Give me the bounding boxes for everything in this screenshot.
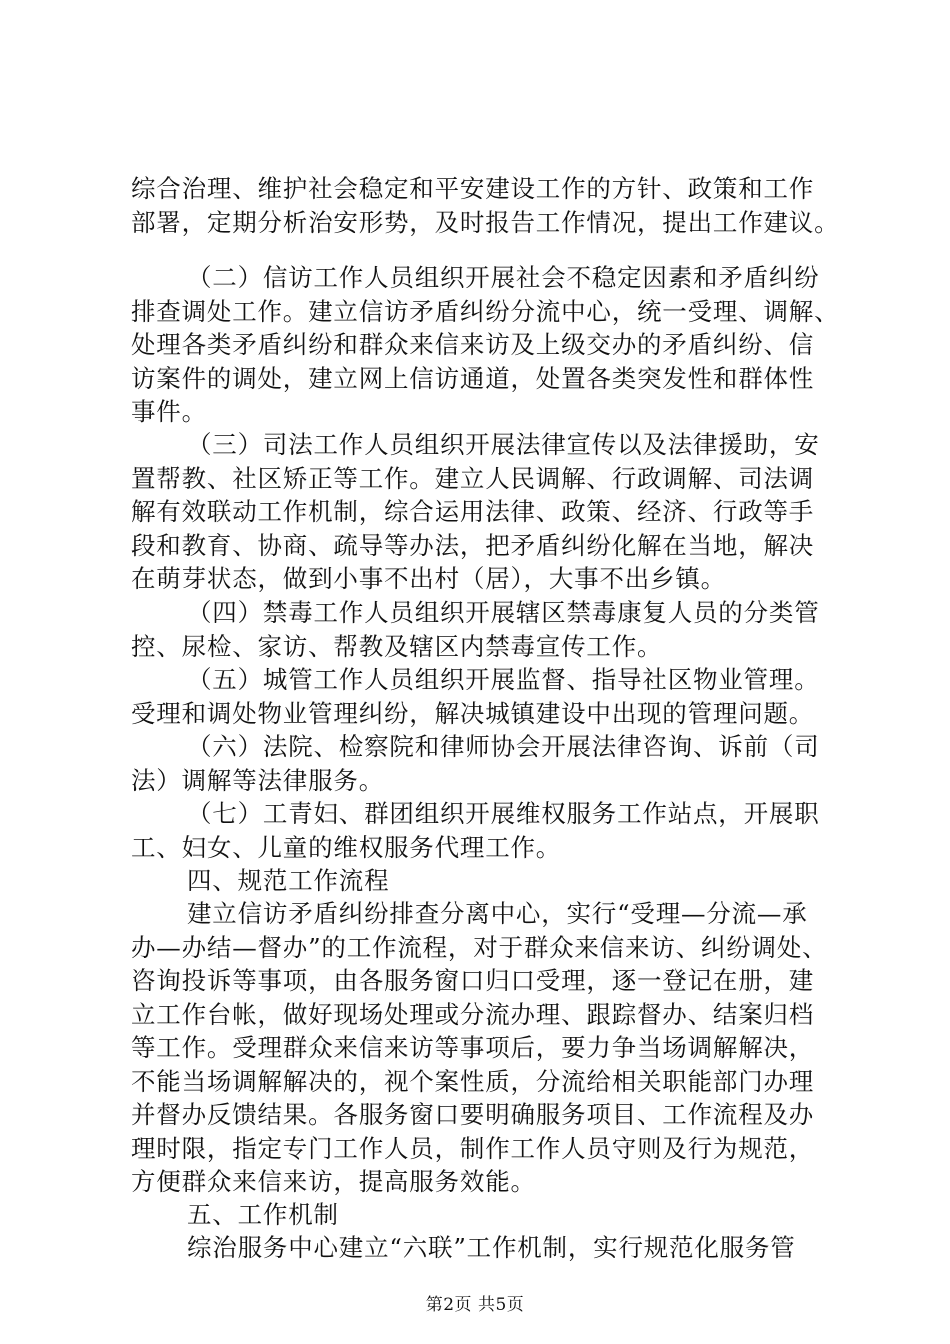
text-line: 工、妇女、儿童的维权服务代理工作。 (131, 832, 562, 862)
text-line: （六）法院、检察院和律师协会开展法律咨询、诉前（司 (187, 732, 820, 761)
text-line: （二）信访工作人员组织开展社会不稳定因素和矛盾纠纷 (187, 263, 820, 292)
paragraph (131, 730, 843, 797)
paragraph (131, 596, 843, 663)
paragraph (131, 663, 843, 730)
section-heading (131, 864, 843, 898)
paragraph (131, 797, 843, 864)
text-line: 段和教育、协商、疏导等办法，把矛盾纠纷化解在当地，解决 (131, 530, 815, 560)
text-line: 四、规范工作流程 (187, 866, 390, 895)
text-line: （五）城管工作人员组织开展监督、指导社区物业管理。 (187, 665, 820, 694)
section-heading (131, 1198, 843, 1232)
paragraph (131, 172, 843, 239)
text-line: 建立信访矛盾纠纷排查分离中心，实行“受理—分流—承 (187, 899, 808, 928)
text-line: 排查调处工作。建立信访矛盾纠纷分流中心，统一受理、调解、 (131, 296, 840, 326)
text-line: 综合治理、维护社会稳定和平安建设工作的方针、政策和工作 (131, 174, 815, 203)
text-line: 方便群众来信来访，提高服务效能。 (131, 1167, 536, 1196)
text-line: 法）调解等法律服务。 (131, 765, 384, 795)
text-line: 在萌芽状态，做到小事不出村（居），大事不出乡镇。 (131, 564, 726, 593)
text-line: 五、工作机制 (187, 1200, 339, 1229)
text-line: 部署，定期分析治安形势，及时报告工作情况，提出工作建议。 (131, 207, 840, 237)
text-line: 不能当场调解解决的，视个案性质，分流给相关职能部门办理 (131, 1066, 815, 1096)
paragraph (131, 897, 843, 1199)
text-line: 咨询投诉等事项，由各服务窗口归口受理，逐一登记在册，建 (131, 966, 815, 995)
text-line: 并督办反馈结果。各服务窗口要明确服务项目、工作流程及办 (131, 1100, 815, 1129)
page-footer (0, 1290, 950, 1315)
text-line: 处理各类矛盾纠纷和群众来信来访及上级交办的矛盾纠纷、信 (131, 330, 815, 359)
text-line: （七）工青妇、群团组织开展维权服务工作站点，开展职 (187, 799, 820, 828)
paragraph (131, 428, 843, 596)
text-line: 事件。 (131, 397, 207, 426)
paragraph (131, 261, 843, 429)
text-line: 置帮教、社区矫正等工作。建立人民调解、行政调解、司法调 (131, 463, 815, 493)
page-number: 第2页 共5页 (425, 1295, 525, 1315)
text-line: 控、尿检、家访、帮教及辖区内禁毒宣传工作。 (131, 631, 663, 661)
text-line: 综治服务中心建立“六联”工作机制，实行规范化服务管 (187, 1233, 796, 1262)
text-line: 理时限，指定专门工作人员，制作工作人员守则及行为规范， (131, 1133, 815, 1163)
text-line: （三）司法工作人员组织开展法律宣传以及法律援助，安 (187, 430, 820, 459)
text-line: 办—办结—督办”的工作流程，对于群众来信来访、纠纷调处、 (131, 932, 828, 962)
text-line: 受理和调处物业管理纠纷，解决城镇建设中出现的管理问题。 (131, 698, 815, 728)
paragraph (131, 1231, 843, 1265)
text-line: 等工作。受理群众来信来访等事项后，要力争当场调解解决， (131, 1033, 815, 1062)
text-line: 解有效联动工作机制，综合运用法律、政策、经济、行政等手 (131, 497, 815, 526)
text-line: 访案件的调处，建立网上信访通道，处置各类突发性和群体性 (131, 363, 815, 393)
text-line: 立工作台帐，做好现场处理或分流办理、跟踪督办、结案归档 (131, 999, 815, 1029)
text-line: （四）禁毒工作人员组织开展辖区禁毒康复人员的分类管 (187, 598, 820, 627)
